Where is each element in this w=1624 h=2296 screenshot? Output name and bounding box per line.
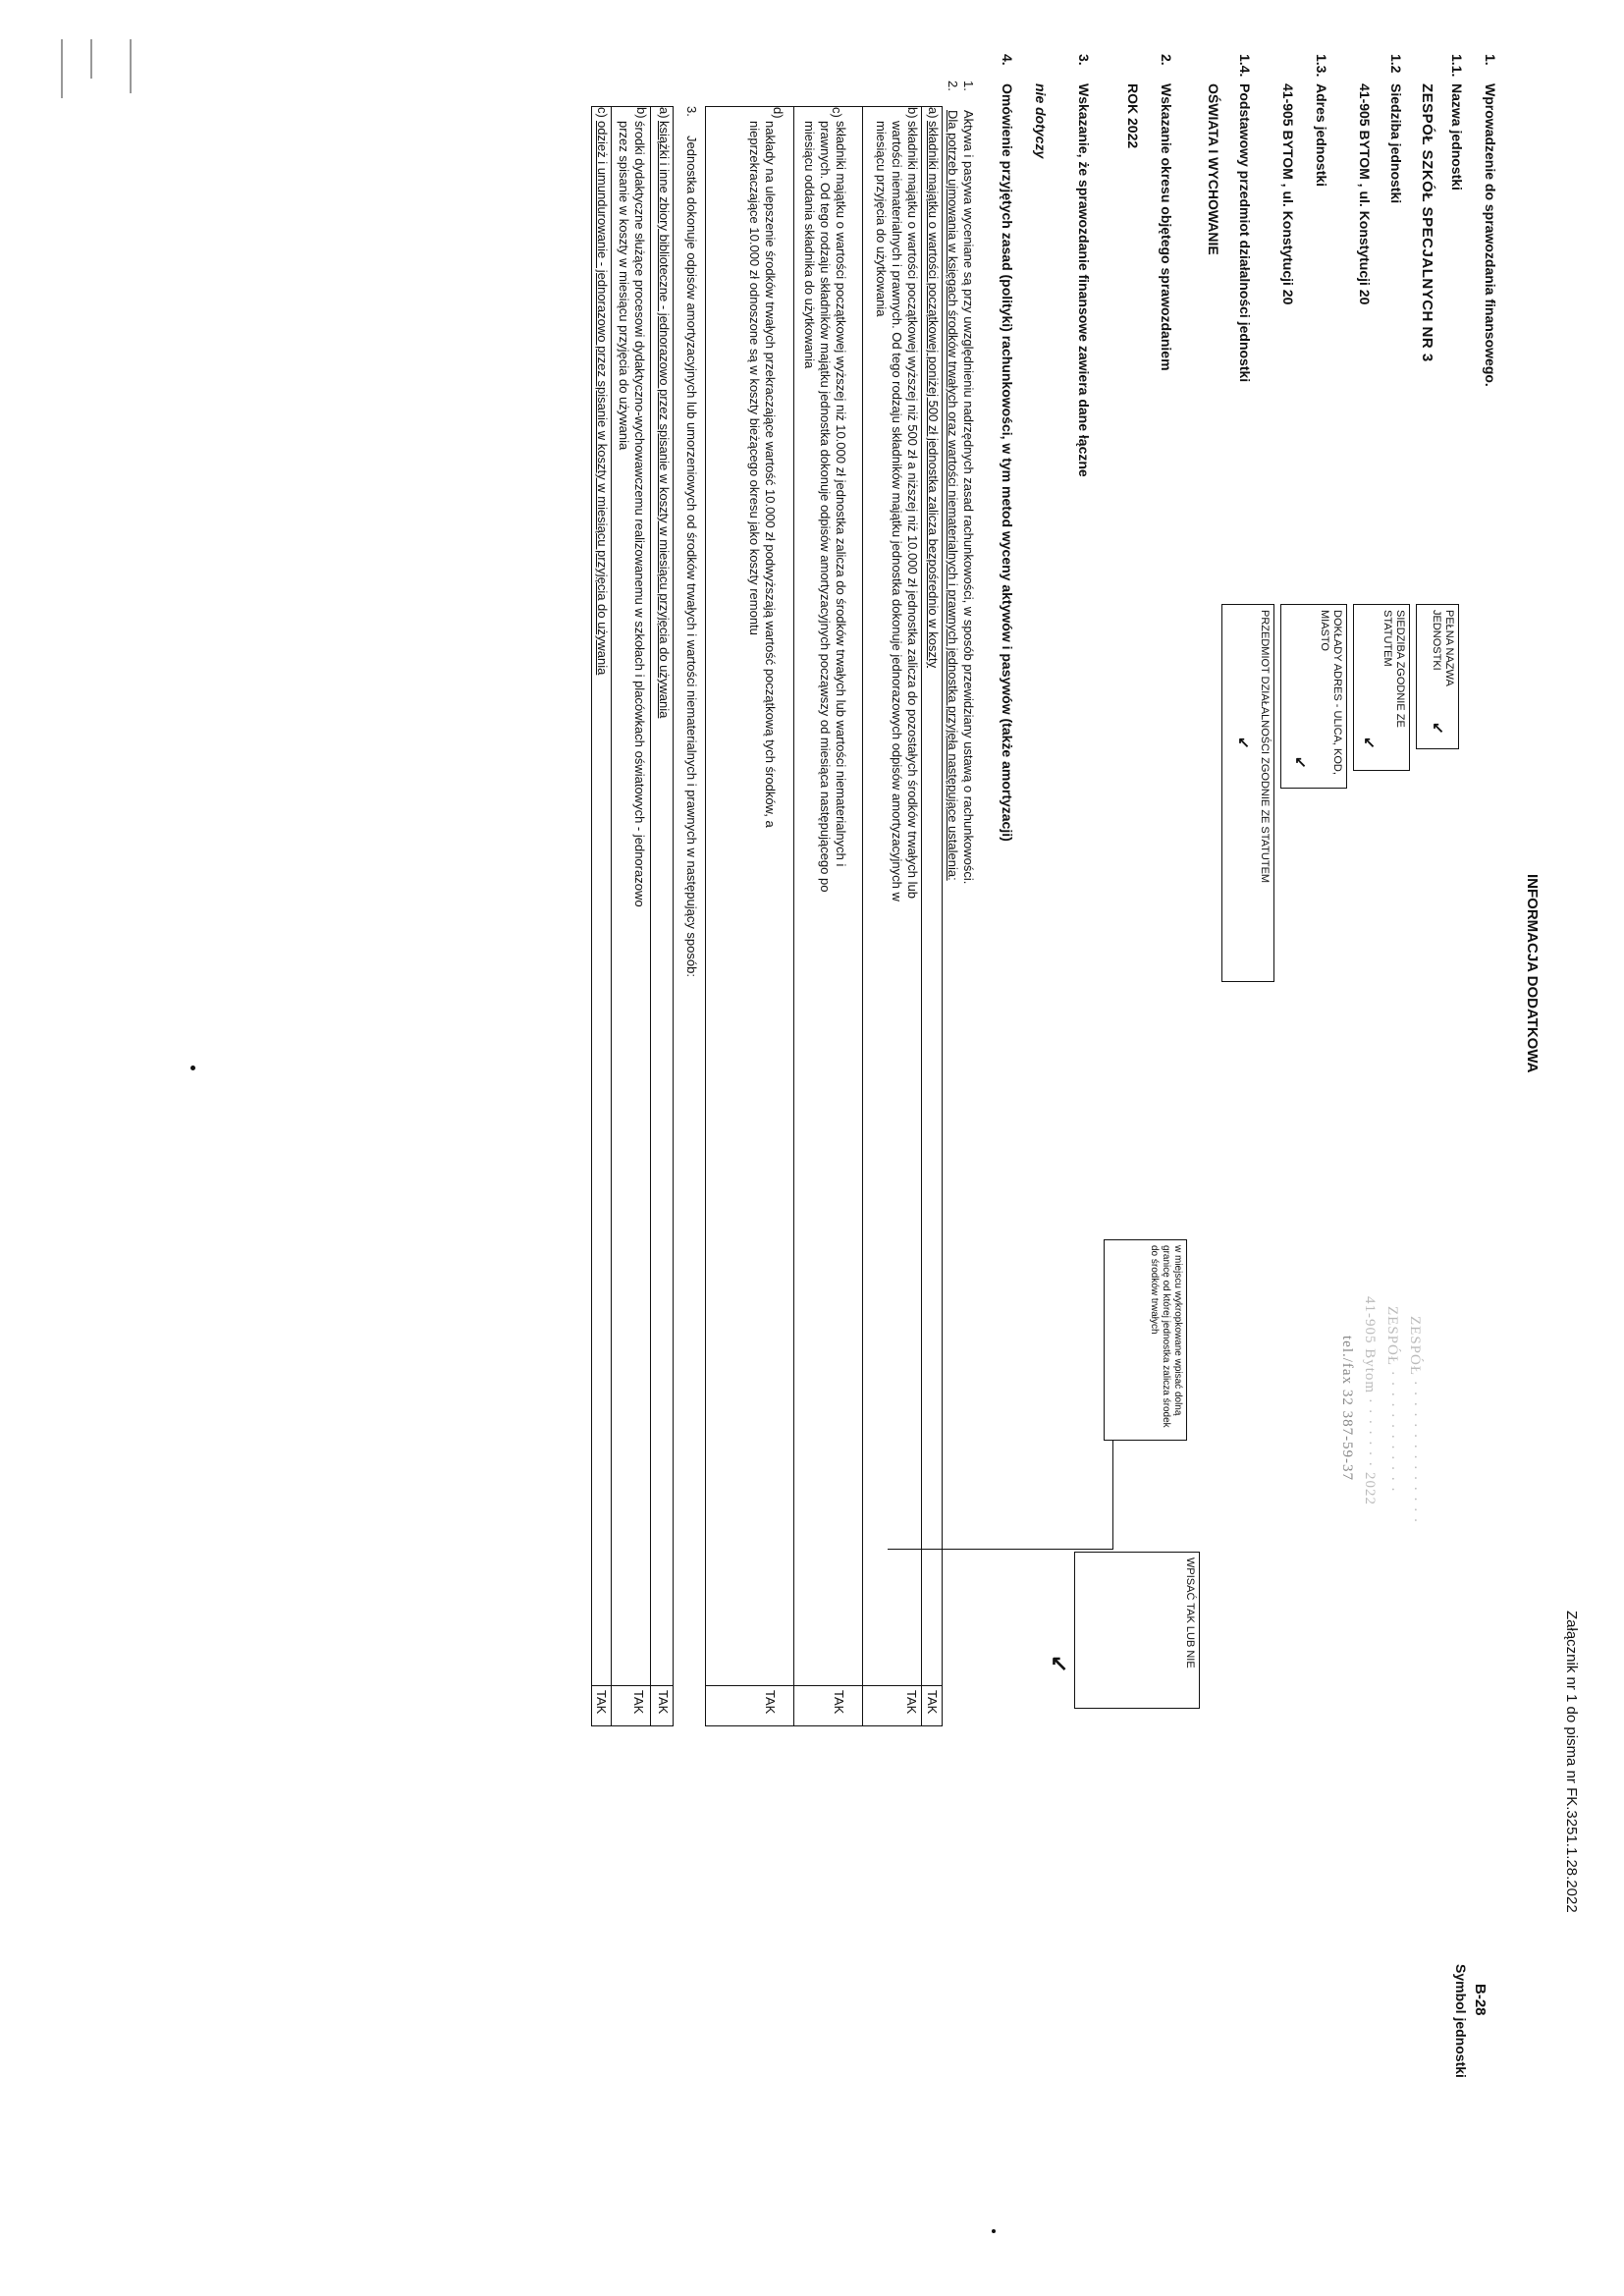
section-label: Nazwa jednostki: [1449, 83, 1465, 191]
arrow-icon: ↙: [1430, 722, 1446, 735]
row-letter: a): [926, 107, 941, 119]
row-letter: c): [830, 107, 844, 118]
section-label: Adres jednostki: [1314, 83, 1329, 188]
section-number: 4.: [1000, 54, 1015, 66]
section-label: Omówienie przyjętych zasad (polityki) rachunkowości, w tym metod wyceny aktywów i pasywów (także amortyzacji): [1000, 83, 1015, 842]
section-label: Siedziba jednostki: [1388, 83, 1404, 204]
stamp-line: 41-905 Bytom · · · · · · · 2022: [1362, 1296, 1378, 1506]
callout-address: DOKŁADY ADRES - ULICA, KOD, MIASTO: [1280, 604, 1347, 789]
table-row: [651, 107, 673, 1725]
scan-speck: [992, 2229, 996, 2233]
table-row: [922, 107, 942, 1725]
connector-line: [1112, 1441, 1113, 1549]
unit-name: ZESPÓŁ SZKÓŁ SPECJALNYCH NR 3: [1419, 83, 1435, 362]
section-number: 1.3.: [1314, 54, 1329, 78]
callout-full-name: PEŁNA NAZWA JEDNOSTKI: [1416, 604, 1459, 749]
scan-speck: [190, 1066, 195, 1070]
fixed-assets-table: [705, 106, 943, 1726]
reporting-period: ROK 2022: [1125, 83, 1141, 149]
row-letter: a): [657, 107, 672, 119]
table-row: [592, 107, 612, 1725]
row-text: przez spisanie w koszty w miesiącu przyjęcia do używania: [617, 121, 631, 451]
row-text: miesiącu przyjęcia do użytkowania: [874, 121, 889, 317]
section-number: 2.: [1159, 54, 1174, 66]
row-text: wartości niematerialnych i prawnych. Od tego rodzaju składników majątku jednostka dokonuje jednorazowych odpisów amortyzacyjnych w: [890, 121, 904, 902]
row-text: odzież i umundurowanie - jednorazowo przez spisanie w koszty w miesiącu przyjęcia do używania: [595, 121, 610, 676]
callout-seat: SIEDZIBA ZGODNIE ZE STATUTEM: [1353, 604, 1410, 771]
policy-num: 2.: [946, 81, 960, 91]
answer-cell: TAK: [594, 1690, 609, 1715]
section-number: 1.4.: [1237, 54, 1253, 78]
section-label: Wskazanie okresu objętego sprawozdaniem: [1159, 83, 1174, 371]
policy-paragraph-2: Dla potrzeb ujmowania w księgach środków trwałych oraz wartości niematerialnych i prawnych jednostka przyjęła następujące ustalenia:: [946, 110, 960, 881]
answer-cell: TAK: [832, 1690, 846, 1715]
arrow-icon: ↙: [1235, 737, 1252, 749]
table-row: [863, 107, 922, 1725]
row-text: książki i inne zbiory biblioteczne - jednorazowo przez spisanie w koszty w miesiącu przyjęcia do używania: [657, 121, 672, 719]
row-text: prawnych. Od tego rodzaju składników majątku jednostka dokonuje odpisów amortyzacyjnych począwszy od miesiąca następującego po: [818, 121, 833, 893]
row-text: składniki majątku o wartości początkowej wyższej niż 500 zł a niższej niż 10.000 zł jednostka zalicza do pozostałych środków trwałych lub: [905, 121, 920, 899]
table-row: [706, 107, 794, 1725]
section-number: 3.: [1076, 54, 1092, 66]
row-text: nakłady na ulepszenie środków trwałych przekraczające wartość 10.000 zł podwyższają wartość początkową tych środków, a: [763, 121, 778, 828]
answer-cell: TAK: [904, 1690, 919, 1715]
answer-cell: TAK: [763, 1690, 778, 1715]
scan-mark: [131, 39, 133, 93]
unit-symbol: B-28: [1472, 1984, 1489, 2016]
row-text: środki dydaktyczne służące procesowi dydaktyczno-wychowawczemu realizowanemu w szkołach i placówkach oświatowych - jednorazowo: [632, 121, 647, 907]
answer-cell: TAK: [656, 1690, 671, 1715]
annex-reference: Załącznik nr 1 do pisma nr FK.3251.1.28.2022: [1563, 1611, 1580, 1913]
section-label: Wprowadzenie do sprawozdania finansowego.: [1483, 83, 1498, 387]
callout-yes-no: WPISAĆ TAK LUB NIE: [1074, 1552, 1200, 1709]
row-text: składniki majątku o wartości początkowej poniżej 500 zł jednostka zalicza bezpośrednio w koszty: [926, 121, 941, 669]
row-text: nieprzekraczające 10.000 zł odnoszone są w koszty bieżącego okresu jako koszty remontu: [747, 121, 762, 635]
scan-mark: [91, 39, 93, 79]
section-label: Wskazanie, że sprawozdanie finansowe zawiera dane łączne: [1076, 83, 1092, 477]
arrow-icon: ↙: [1292, 756, 1309, 769]
combined-data-value: nie dotyczy: [1033, 83, 1049, 159]
unit-activity: OŚWIATA I WYCHOWANIE: [1206, 83, 1221, 255]
scan-mark: [62, 39, 64, 98]
table-row: [612, 107, 651, 1725]
row-text: składniki majątku o wartości początkowej wyższej niż 10.000 zł jednostka zalicza do środków trwałych lub wartości niematerialnych i: [834, 121, 848, 867]
row-letter: b): [634, 107, 649, 119]
policy-paragraph-1: Aktywa i pasywa wyceniane są przy uwzględnieniu nadrzędnych zasad rachunkowości, w sposób przewidziany ustawą o rachunkowości.: [961, 110, 976, 885]
arrow-icon: ↙: [1361, 737, 1378, 749]
document-title: INFORMACJA DODATKOWA: [1524, 874, 1541, 1073]
section-number: 1.1.: [1449, 54, 1465, 78]
callout-threshold: w miejscu wykropkowane wpisać dolną granicę od której jednostka zalicza środek do środków trwałych: [1104, 1239, 1187, 1441]
section-number: 1.2: [1388, 54, 1404, 74]
depreciation-table: [591, 106, 674, 1726]
answer-cell: TAK: [925, 1690, 940, 1715]
section-label: Podstawowy przedmiot działalności jednostki: [1237, 83, 1253, 383]
row-letter: b): [905, 107, 920, 119]
policy-num: 3.: [684, 106, 699, 117]
unit-symbol-label: Symbol jednostki: [1453, 1964, 1469, 2078]
answer-cell: TAK: [631, 1690, 646, 1715]
policy-paragraph-3: Jednostka dokonuje odpisów amortyzacyjnych lub umorzeniowych od środków trwałych i wartości niematerialnych i prawnych w następujący sposób:: [684, 136, 699, 977]
unit-address: 41-905 BYTOM , ul. Konstytucji 20: [1280, 83, 1296, 305]
unit-seat: 41-905 BYTOM , ul. Konstytucji 20: [1357, 83, 1373, 305]
row-letter: c): [595, 107, 610, 118]
arrow-icon: ↙: [1048, 1655, 1072, 1673]
stamp-line: ZESPÓŁ · · · · · · · · · · · ·: [1384, 1306, 1400, 1493]
stamp-line: ZESPÓŁ · · · · · · · · · · · · · ·: [1407, 1316, 1423, 1524]
callout-activity: PRZEDMIOT DZIAŁALNOŚCI ZGODNIE ZE STATUTEM: [1221, 604, 1274, 982]
section-number: 1.: [1483, 54, 1498, 66]
stamp-phone: tel./fax 32 387-59-37: [1339, 1336, 1355, 1482]
policy-num: 1.: [961, 81, 976, 91]
table-row: [794, 107, 863, 1725]
row-text: miesiącu oddania składnika do użytkowania: [802, 121, 817, 369]
row-letter: d): [771, 107, 785, 119]
